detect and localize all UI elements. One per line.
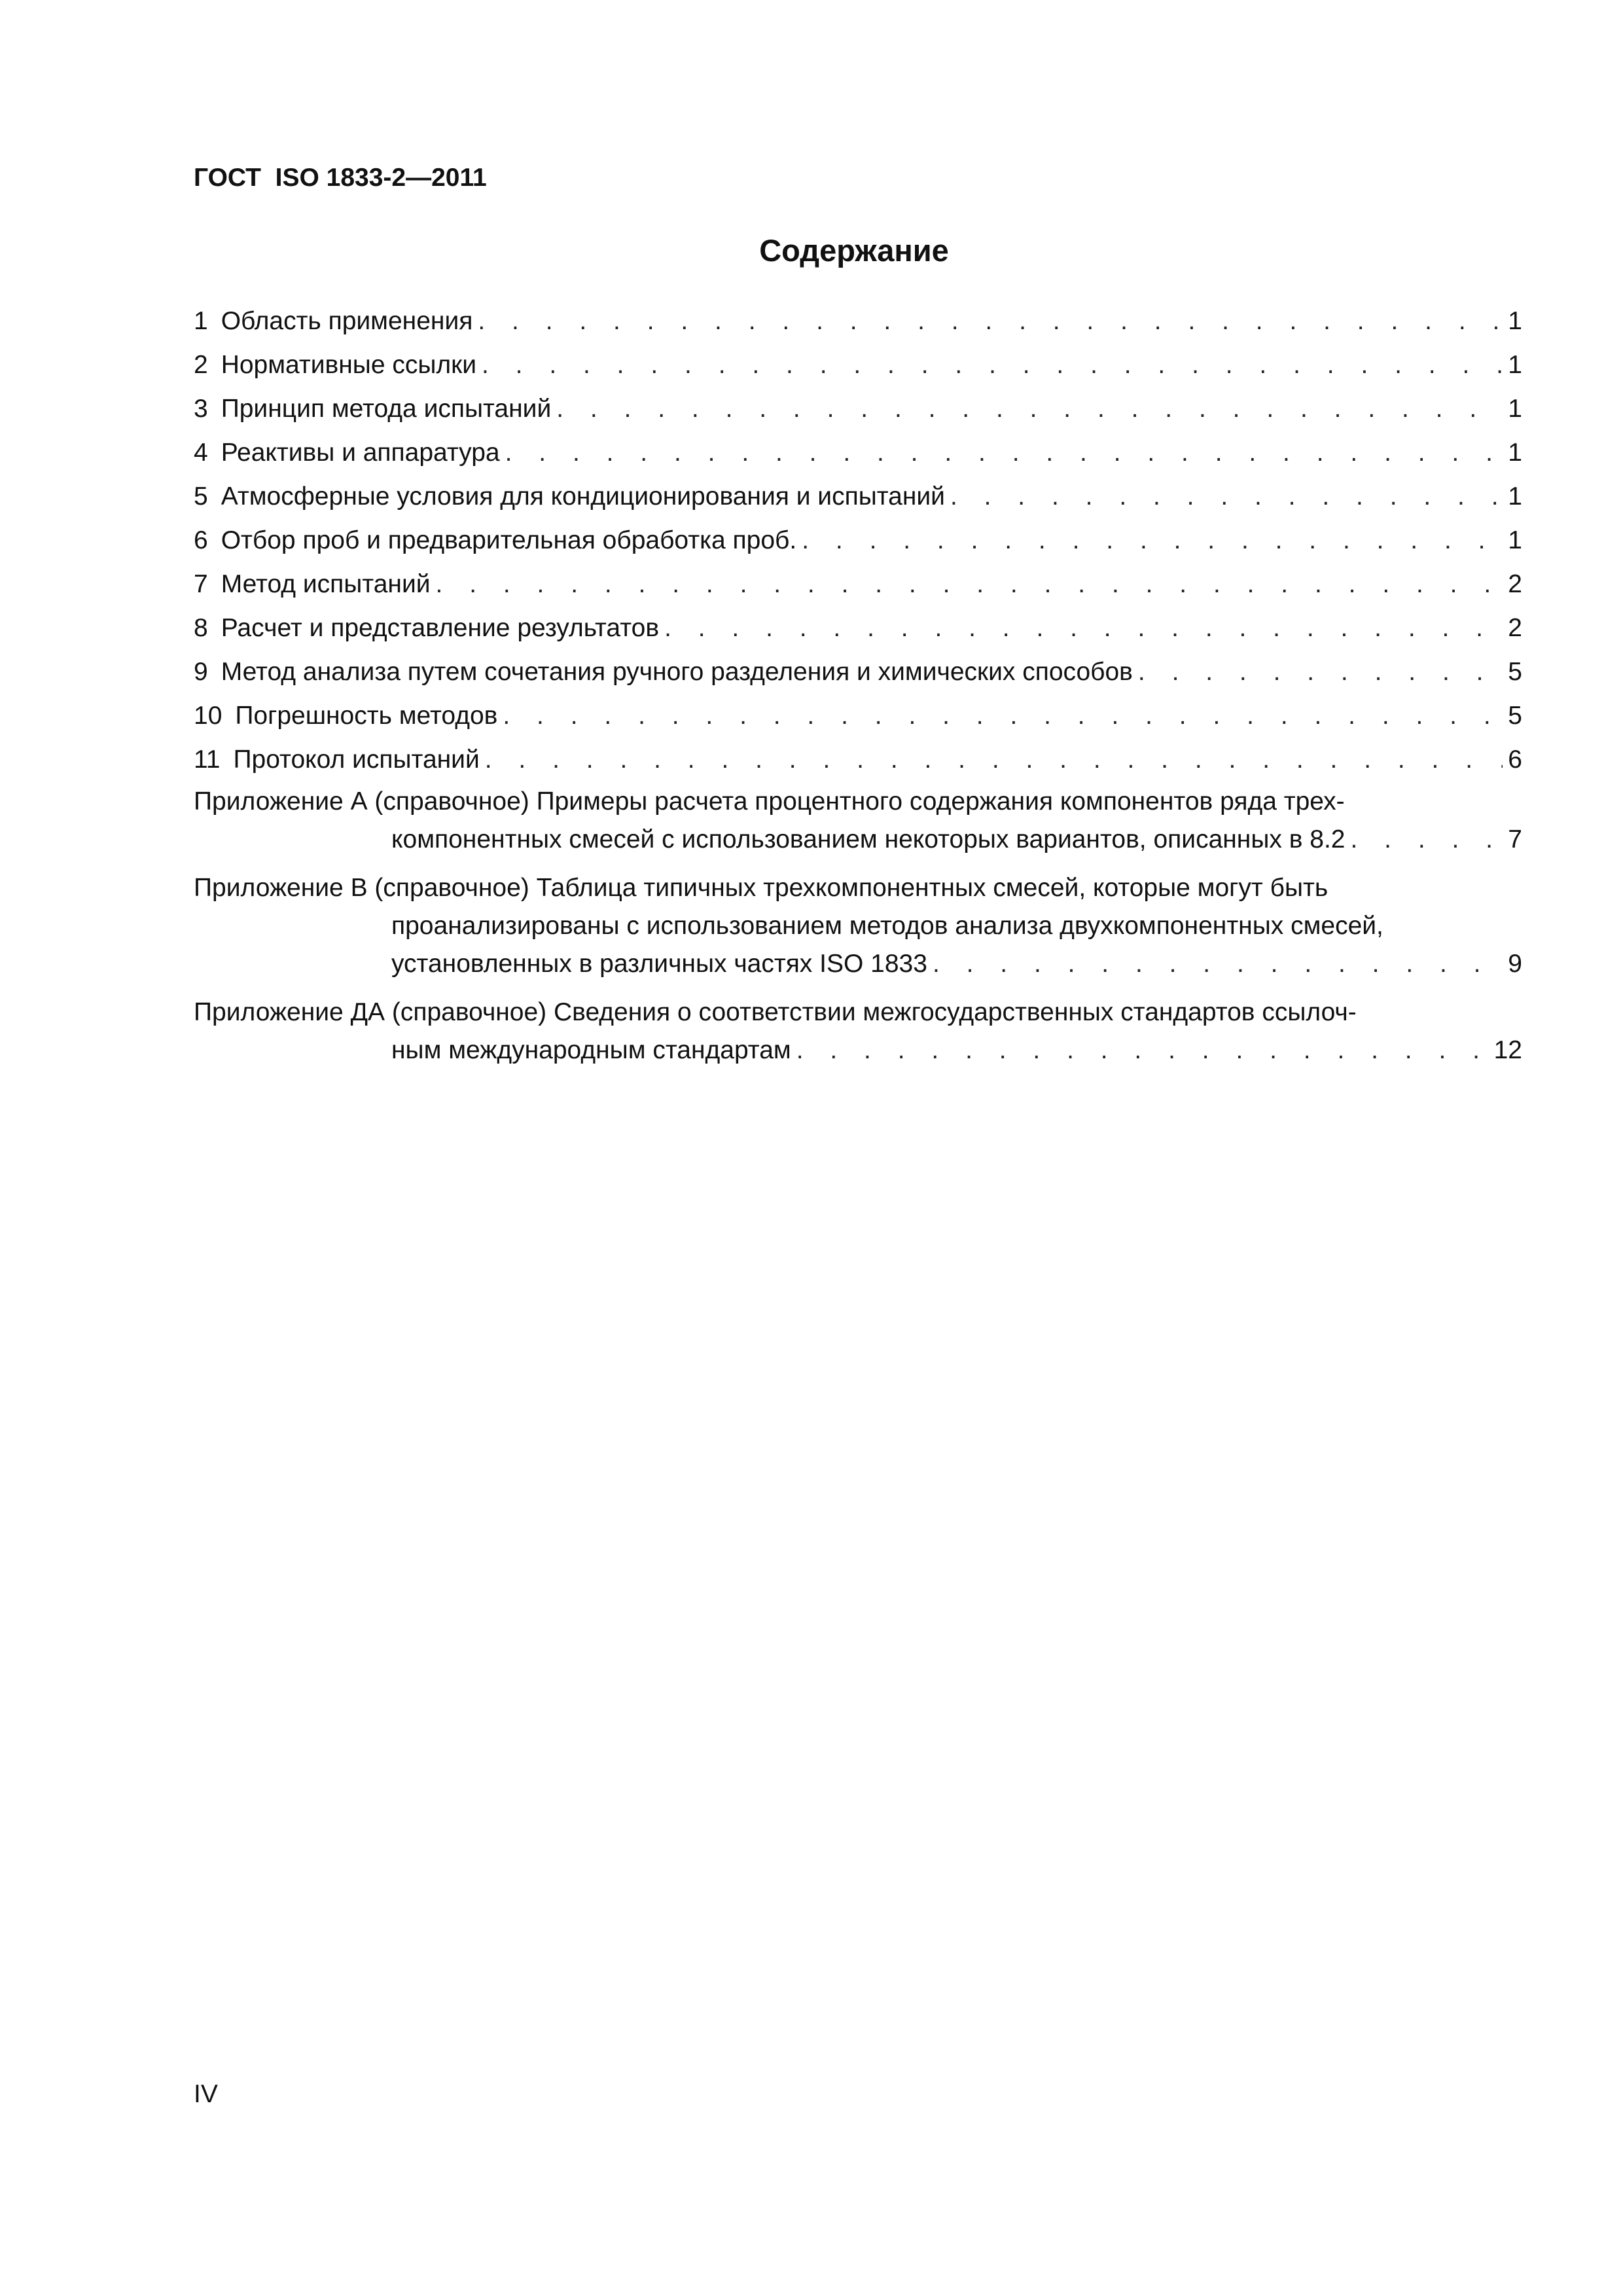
dot-leader bbox=[950, 475, 1503, 518]
toc-title: Содержание bbox=[759, 233, 949, 268]
dot-leader bbox=[556, 387, 1503, 431]
toc-entry-number: 5 bbox=[194, 482, 208, 511]
toc-entry-page: 6 bbox=[1508, 745, 1522, 774]
toc-entry-label: Атмосферные условия для кондиционирования и испытаний bbox=[221, 482, 945, 511]
toc-entry-page: 1 bbox=[1508, 526, 1522, 554]
dot-leader bbox=[505, 431, 1503, 475]
toc-entry-number: 10 bbox=[194, 702, 223, 730]
toc-entry-label: Отбор проб и предварительная обработка проб. bbox=[221, 526, 797, 554]
toc-entry[interactable] bbox=[194, 431, 1522, 475]
toc-entry[interactable] bbox=[194, 562, 1522, 606]
toc-entry-page: 1 bbox=[1508, 439, 1522, 467]
toc-entry-label: Протокол испытаний bbox=[233, 745, 480, 774]
toc-entry[interactable] bbox=[194, 387, 1522, 431]
annex-title-line: Приложение В (справочное) Таблица типичных трехкомпонентных смесей, которые могут быть bbox=[194, 874, 1329, 902]
toc-entry-page: 1 bbox=[1508, 307, 1522, 335]
toc-annex-entry[interactable] bbox=[194, 783, 1522, 859]
toc-annex-entry[interactable] bbox=[194, 994, 1522, 1069]
annex-title-line: ным международным стандартам bbox=[391, 1036, 791, 1064]
toc-entry-label: Расчет и представление результатов bbox=[221, 614, 660, 642]
toc-entry-page: 1 bbox=[1508, 351, 1522, 379]
toc-entry-number: 4 bbox=[194, 439, 208, 467]
toc-entry-number: 9 bbox=[194, 658, 208, 686]
document-header: ГОСТ ISO 1833-2—2011 bbox=[194, 164, 487, 192]
toc-entry[interactable] bbox=[194, 518, 1522, 562]
toc-entry-page: 5 bbox=[1508, 702, 1522, 730]
toc-entry-label: Погрешность методов bbox=[235, 702, 498, 730]
toc-entry-label: Метод испытаний bbox=[221, 570, 431, 598]
dot-leader bbox=[933, 945, 1503, 983]
toc-entry-number: 1 bbox=[194, 307, 208, 335]
toc-entries bbox=[194, 299, 1522, 781]
dot-leader bbox=[485, 738, 1503, 781]
page-number: IV bbox=[194, 2080, 218, 2108]
toc-entry[interactable] bbox=[194, 343, 1522, 387]
toc-entry[interactable] bbox=[194, 650, 1522, 694]
toc-entry-number: 3 bbox=[194, 395, 208, 423]
toc-entry-label: Принцип метода испытаний bbox=[221, 395, 552, 423]
toc-entry-page: 2 bbox=[1508, 614, 1522, 642]
dot-leader bbox=[503, 694, 1503, 738]
toc-entry-number: 2 bbox=[194, 351, 208, 379]
toc-entry[interactable] bbox=[194, 299, 1522, 343]
dot-leader bbox=[1138, 650, 1503, 694]
toc-entry-number: 11 bbox=[194, 745, 221, 774]
toc-entry-page: 1 bbox=[1508, 482, 1522, 511]
dot-leader bbox=[802, 518, 1503, 562]
toc-entry[interactable] bbox=[194, 475, 1522, 518]
toc-entry-number: 8 bbox=[194, 614, 208, 642]
toc-entry[interactable] bbox=[194, 738, 1522, 781]
toc-entry-label: Область применения bbox=[221, 307, 473, 335]
dot-leader bbox=[664, 606, 1503, 650]
toc-entry[interactable] bbox=[194, 694, 1522, 738]
annex-title-line: установленных в различных частях ISO 1833 bbox=[391, 950, 927, 978]
toc-annexes bbox=[194, 783, 1522, 1069]
toc-entry-label: Нормативные ссылки bbox=[221, 351, 476, 379]
table-of-contents bbox=[194, 299, 1522, 1069]
toc-entry-page: 2 bbox=[1508, 570, 1522, 598]
dot-leader bbox=[478, 299, 1503, 343]
dot-leader bbox=[796, 1031, 1489, 1069]
toc-entry-number: 7 bbox=[194, 570, 208, 598]
dot-leader bbox=[436, 562, 1503, 606]
annex-title-line: проанализированы с использованием методов анализа двухкомпонентных смесей, bbox=[391, 912, 1383, 940]
toc-entry-label: Реактивы и аппаратура bbox=[221, 439, 500, 467]
toc-entry-page: 1 bbox=[1508, 395, 1522, 423]
annex-title-line: компонентных смесей с использованием некоторых вариантов, описанных в 8.2 bbox=[391, 825, 1346, 853]
toc-entry[interactable] bbox=[194, 606, 1522, 650]
dot-leader bbox=[482, 343, 1503, 387]
toc-entry-label: Метод анализа путем сочетания ручного разделения и химических способов bbox=[221, 658, 1133, 686]
annex-title-line: Приложение А (справочное) Примеры расчета процентного содержания компонентов ряда трех- bbox=[194, 787, 1345, 816]
toc-entry-page: 7 bbox=[1508, 825, 1522, 853]
toc-entry-page: 5 bbox=[1508, 658, 1522, 686]
toc-entry-page: 9 bbox=[1508, 950, 1522, 978]
toc-annex-entry[interactable] bbox=[194, 869, 1522, 983]
toc-entry-number: 6 bbox=[194, 526, 208, 554]
toc-entry-page: 12 bbox=[1493, 1036, 1522, 1064]
dot-leader bbox=[1350, 821, 1503, 859]
annex-title-line: Приложение ДА (справочное) Сведения о соответствии межгосударственных стандартов ссылоч- bbox=[194, 998, 1357, 1026]
